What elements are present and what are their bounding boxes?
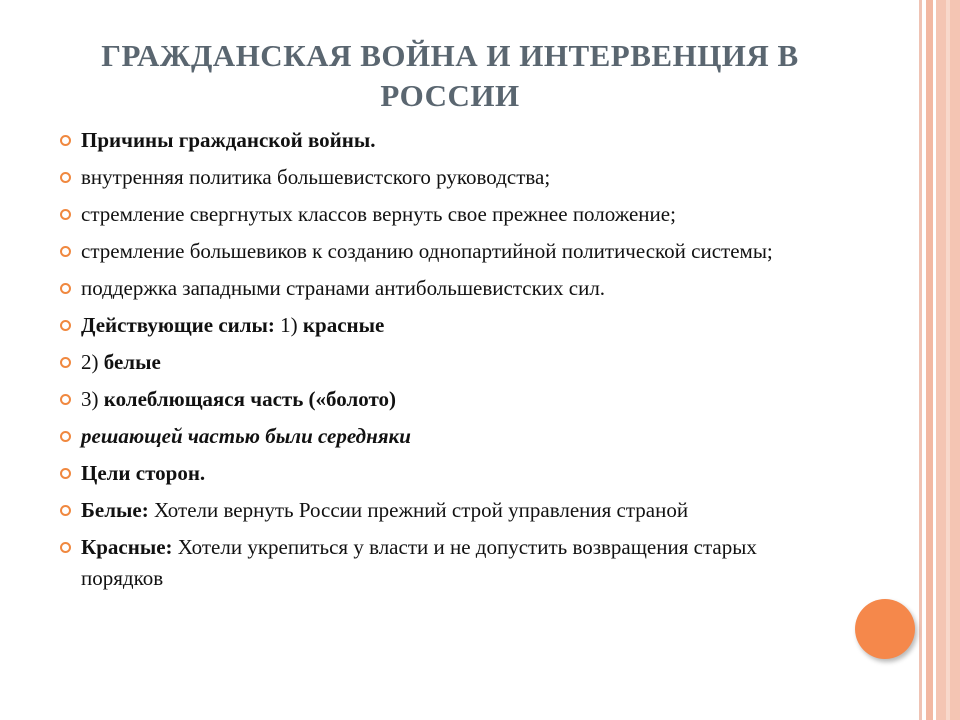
item-bold: Цели сторон.: [81, 461, 206, 485]
list-item-middle-peasants: [60, 421, 840, 452]
item-text: 2): [81, 350, 104, 374]
slide-title-line2: РОССИИ: [380, 78, 520, 113]
item-text: поддержка западными странами антибольшевистских сил.: [81, 276, 606, 300]
ring-bullet-icon: [60, 320, 71, 331]
ring-bullet-icon: [60, 357, 71, 368]
item-bold: колеблющаяся часть («болото): [103, 387, 397, 411]
bullet-list: [60, 125, 840, 600]
list-item-goals-heading: [60, 458, 840, 489]
list-item-cause-3: [60, 236, 840, 267]
list-item-goals-reds: [60, 532, 840, 594]
ring-bullet-icon: [60, 283, 71, 294]
ring-bullet-icon: [60, 394, 71, 405]
item-text: 3): [81, 387, 104, 411]
slide-title: [40, 36, 860, 116]
list-item-whites: [60, 347, 840, 378]
item-bold: Белые:: [81, 498, 149, 522]
item-bold-italic: решающей частью были середняки: [81, 424, 411, 448]
ring-bullet-icon: [60, 431, 71, 442]
slide-title-line1: ГРАЖДАНСКАЯ ВОЙНА И ИНТЕРВЕНЦИЯ В: [101, 38, 799, 73]
decor-stripe-highlight: [946, 0, 950, 720]
ring-bullet-icon: [60, 135, 71, 146]
item-text: стремление большевиков к созданию однопартийной политической системы;: [81, 239, 773, 263]
decor-stripe-thin: [919, 0, 922, 720]
ring-bullet-icon: [60, 542, 71, 553]
ring-bullet-icon: [60, 246, 71, 257]
orange-circle-decoration: [855, 599, 915, 659]
item-text: 1): [274, 313, 303, 337]
list-item-causes-heading: [60, 125, 840, 156]
decor-stripe-mid: [926, 0, 933, 720]
item-text: Хотели укрепиться у власти и не допустить возвращения старых порядков: [81, 535, 757, 590]
ring-bullet-icon: [60, 468, 71, 479]
item-text: стремление свергнутых классов вернуть свое прежнее положение;: [81, 202, 676, 226]
list-item-goals-whites: [60, 495, 840, 526]
item-text: внутренняя политика большевистского руководства;: [81, 165, 551, 189]
list-item-cause-4: [60, 273, 840, 304]
list-item-forces: [60, 310, 840, 341]
item-bold: Действующие силы:: [81, 313, 275, 337]
item-bold: белые: [103, 350, 161, 374]
item-bold: красные: [302, 313, 385, 337]
ring-bullet-icon: [60, 505, 71, 516]
list-item-cause-1: [60, 162, 840, 193]
item-text: Хотели вернуть России прежний строй управления страной: [148, 498, 689, 522]
ring-bullet-icon: [60, 172, 71, 183]
ring-bullet-icon: [60, 209, 71, 220]
item-bold: Причины гражданской войны.: [81, 128, 376, 152]
list-item-cause-2: [60, 199, 840, 230]
list-item-swamp: [60, 384, 840, 415]
item-bold: Красные:: [81, 535, 173, 559]
